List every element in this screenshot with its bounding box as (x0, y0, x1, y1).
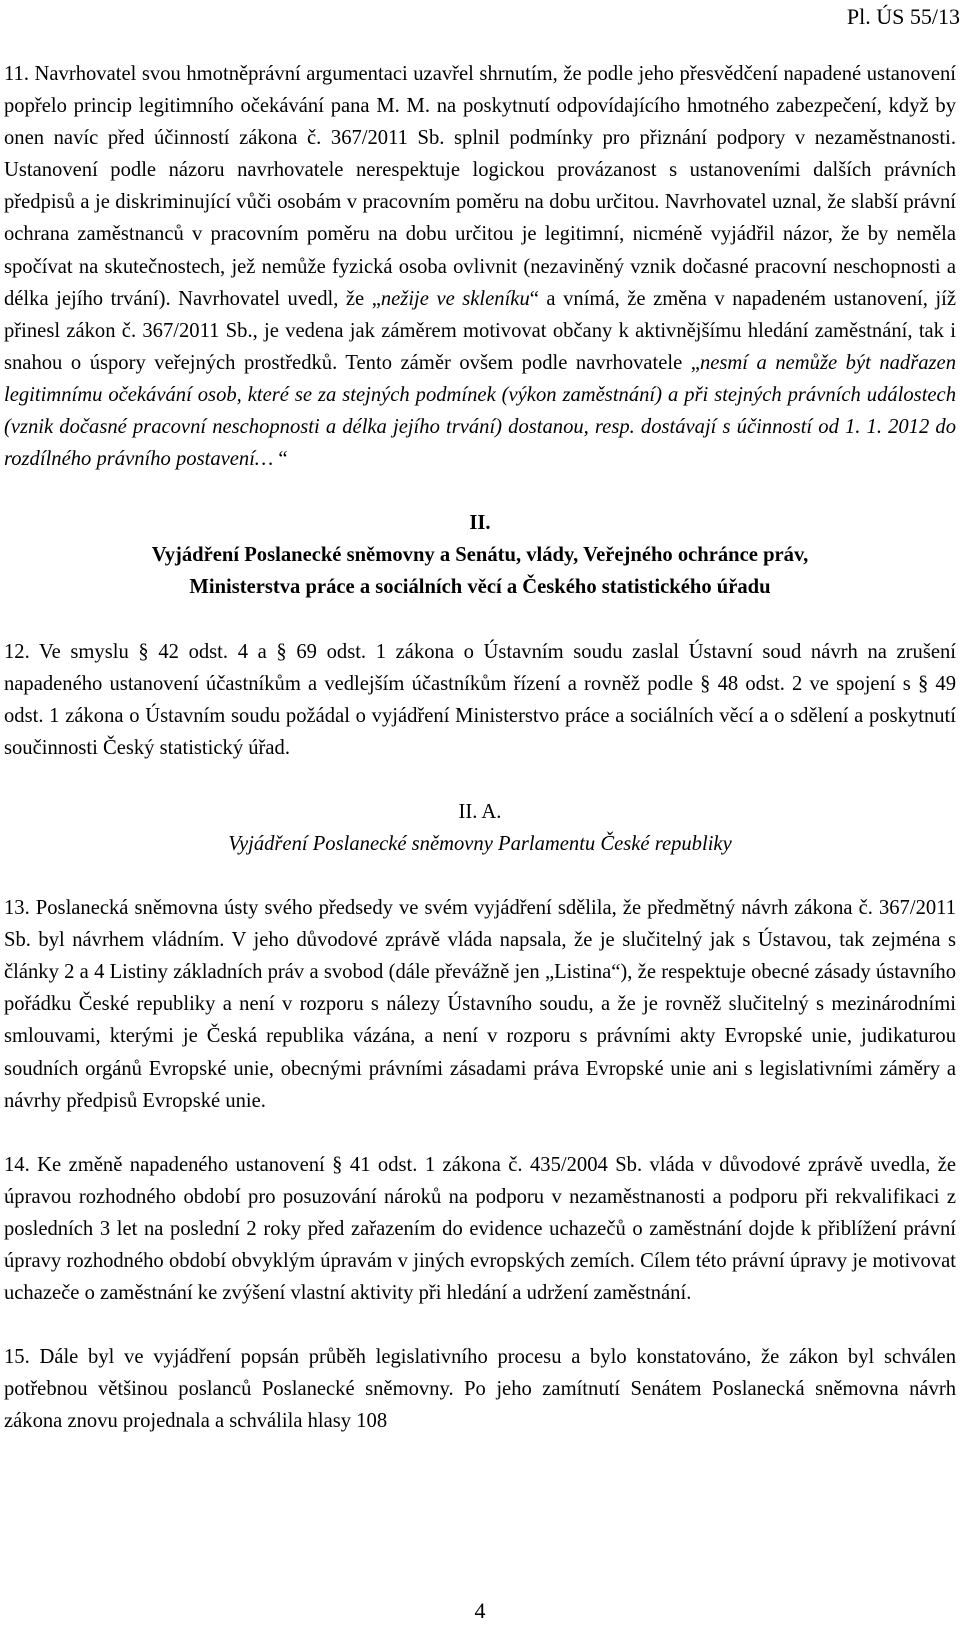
paragraph-11-mid: “ a vnímá, že změna v napadeném ustanovení, jíž přinesl zákon č. 367/2011 Sb., je vedena jak záměrem motivovat občany k aktivnějšímu hledání zaměstnání, tak i snahou o úspory veřejných prostředků. Tento záměr ovšem podle navrhovatele „ (4, 287, 956, 374)
section-number-ii-a: II. A. (458, 800, 502, 823)
document-body (4, 58, 956, 1437)
paragraph-12: 12. Ve smyslu § 42 odst. 4 a § 69 odst. 1 zákona o Ústavním soudu zaslal Ústavní soud návrh na zrušení napadeného ustanovení účastníkům a vedlejším účastníkům řízení a rovněž podle § 48 odst. 2 ve spojení s § 49 odst. 1 zákona o Ústavním soudu požádal o vyjádření Ministerstvo práce a sociálních věcí a o sdělení a poskytnutí součinnosti Český statistický úřad. (4, 640, 956, 759)
paragraph-13: 13. Poslanecká sněmovna ústy svého předsedy ve svém vyjádření sdělila, že předmětný návrh zákona č. 367/2011 Sb. byl návrhem vládním. V jeho důvodové zprávě vláda napsala, že je slučitelný jak s Ústavou, tak zejména s články 2 a 4 Listiny základních práv a svobod (dále převážně jen „Listina“), že respektuje obecné zásady ústavního pořádku České republiky a není v rozporu s nálezy Ústavního soudu, a že je rovněž slučitelný s mezinárodními smlouvami, kterými je Česká republika vázána, a není v rozporu s právními akty Evropské unie, judikaturou soudních orgánů Evropské unie, obecnými právními zásadami práva Evropské unie ani s legislativními záměry a návrhy předpisů Evropské unie. (4, 897, 956, 1112)
paragraph-14: 14. Ke změně napadeného ustanovení § 41 odst. 1 zákona č. 435/2004 Sb. vláda v důvodové zprávě uvedla, že úpravou rozhodného období pro posuzování nároků na podporu v nezaměstnanosti a podporu při rekvalifikaci z posledních 3 let na poslední 2 roky před zařazením do evidence uchazečů o zaměstnání dojde k přiblížení právní úpravy rozhodného období obvyklým úpravám v jiných evropských zemích. Cílem této právní úpravy je motivovat uchazeče o zaměstnání ke zvýšení vlastní aktivity při hledání a udržení zaměstnání. (4, 1153, 956, 1305)
section-heading-line-1: Vyjádření Poslanecké sněmovny a Senátu, vlády, Veřejného ochránce práv, (151, 544, 809, 567)
paragraph-15: 15. Dále byl ve vyjádření popsán průběh legislativního procesu a bylo konstatováno, že zákon byl schválen potřebnou většinou poslanců Poslanecké sněmovny. Po jeho zamítnutí Senátem Poslanecká sněmovna návrh zákona znovu projednala a schválila hlasy 108 (4, 1346, 956, 1433)
paragraph-11-lead: 11. Navrhovatel svou hmotněprávní argumentaci uzavřel shrnutím, že podle jeho přesvědčení napadené ustanovení popřelo princip legitimního očekávání pana M. M. na poskytnutí odpovídajícího hmotného zabezpečení, když by onen navíc před účinností zákona č. 367/2011 Sb. splnil podmínky pro přiznání podpory v nezaměstnanosti. Ustanovení podle názoru navrhovatele nerespektuje logickou provázanost s ustanoveními dalších právních předpisů a je diskriminující vůči osobám v pracovním poměru na dobu určitou. Navrhovatel uznal, že slabší právní ochrana zaměstnanců v pracovním poměru na dobu určitou je legitimní, nicméně vyjádřil názor, že by neměla spočívat na skutečnostech, jež nemůže fyzická osoba ovlivnit (nezaviněný vznik dočasné pracovní neschopnosti a délka jejího trvání). Navrhovatel uvedl, že „ (4, 63, 956, 310)
case-reference: Pl. ÚS 55/13 (846, 4, 960, 29)
section-heading-line-2: Ministerstva práce a sociálních věcí a Českého statistického úřadu (189, 576, 771, 599)
quote-greenhouse: nežije ve skleníku (380, 287, 530, 310)
section-number-ii: II. (469, 512, 491, 535)
subsection-heading: Vyjádření Poslanecké sněmovny Parlamentu České republiky (228, 832, 732, 855)
paragraph-11-end: “ (273, 448, 288, 471)
page-number: 4 (474, 1598, 486, 1623)
quote-legitimate-expectation: nesmí a nemůže být nadřazen legitimnímu očekávání osob, které se za stejných podmínek (výkon zaměstnání) a při stejných právních událostech (vznik dočasné pracovní neschopnosti a délka jejího trvání) dostanou, resp. dostávají s účinností od 1. 1. 2012 do rozdílného právního postavení… (4, 351, 956, 471)
paragraph-11 (4, 58, 956, 475)
